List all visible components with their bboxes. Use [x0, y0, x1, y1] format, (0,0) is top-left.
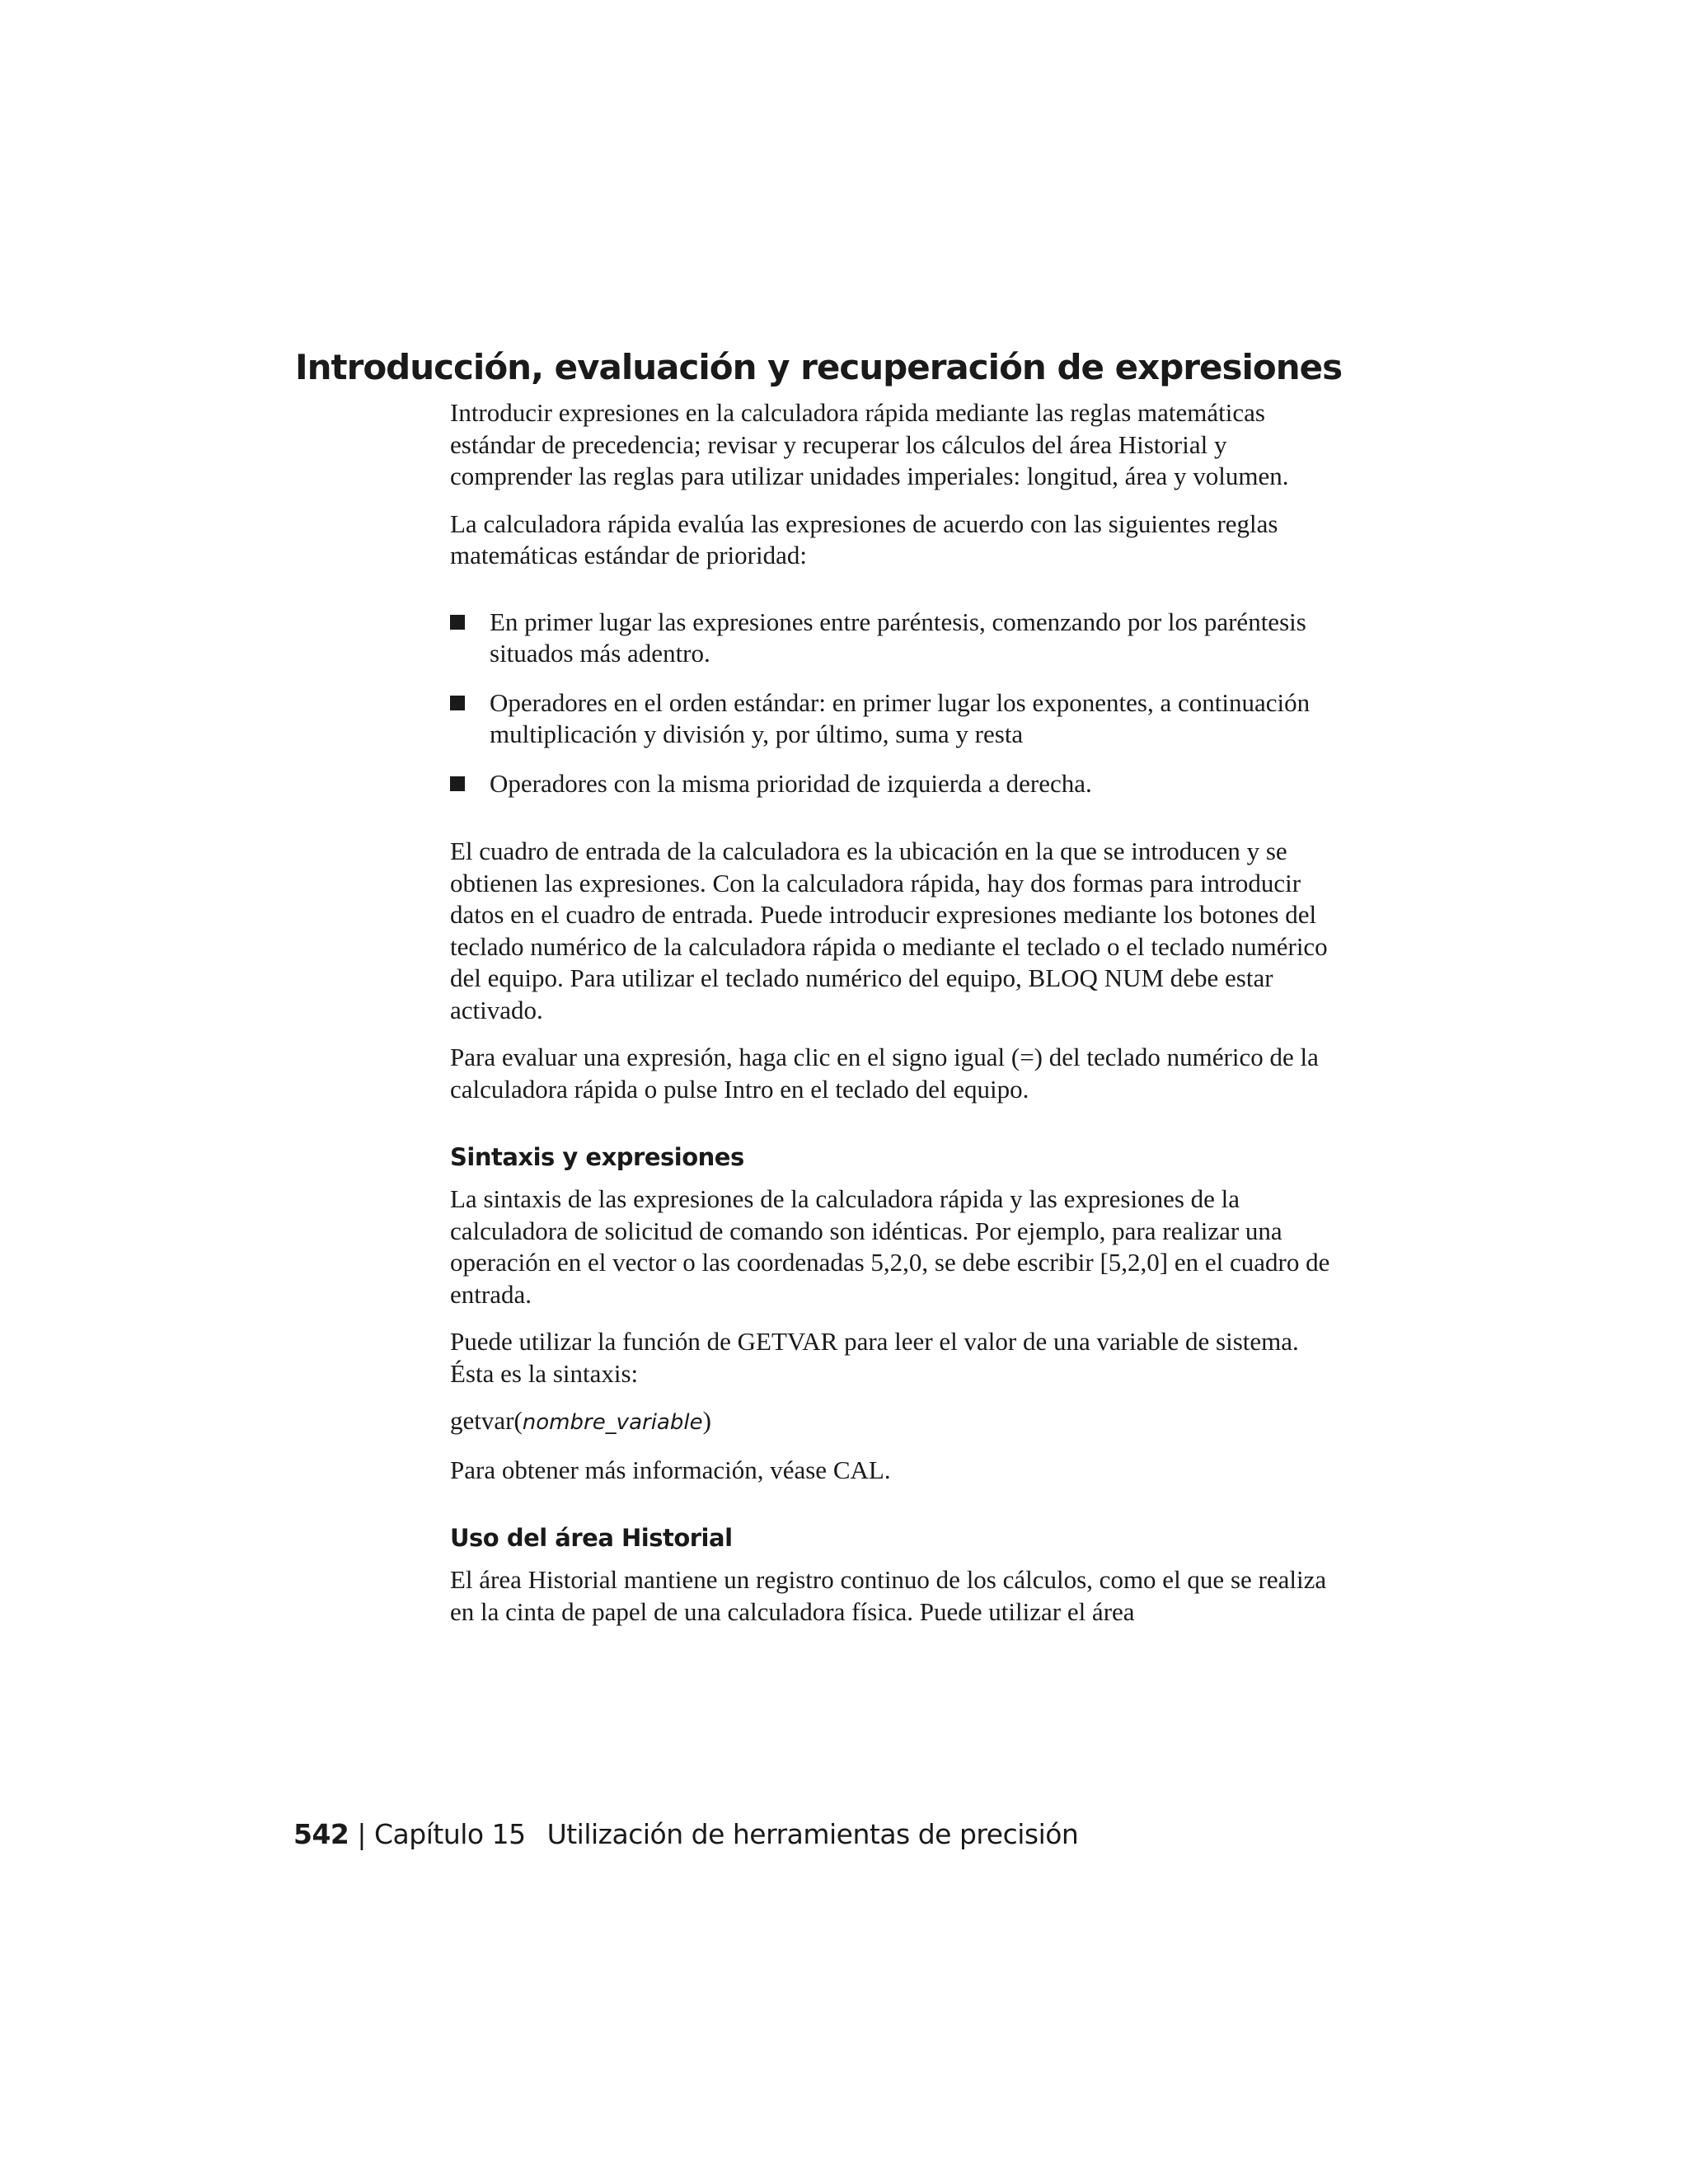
rules-list [450, 607, 1340, 800]
syntax-prefix: getvar( [450, 1406, 523, 1435]
chapter-label: Capítulo 15 [374, 1818, 526, 1850]
footer-separator: | [349, 1818, 374, 1850]
history-heading: Uso del área Historial [450, 1524, 733, 1552]
evaluate-paragraph: Para evaluar una expresión, haga clic en el signo igual (=) del teclado numérico de la calculadora rápida o pulse Intro en el teclado del equipo. [450, 1043, 1319, 1104]
square-bullet-icon [450, 615, 465, 630]
syntax-heading: Sintaxis y expresiones [450, 1143, 744, 1171]
syntax-paragraph: La sintaxis de las expresiones de la calculadora rápida y las expresiones de la calculadora de solicitud de comando son idénticas. Por ejemplo, para realizar una operación en el vector o las coordenadas 5,2,0, se debe escribir [5,2,0] en el cuadro de entrada. [450, 1184, 1330, 1309]
syntax-example [450, 1405, 1340, 1439]
intro-paragraph: Introducir expresiones en la calculadora rápida mediante las reglas matemáticas estándar de precedencia; revisar y recuperar los cálculos del área Historial y comprender las reglas para utilizar unidades imperiales: longitud, área y volumen. [450, 398, 1289, 490]
syntax-suffix: ) [702, 1406, 711, 1435]
more-info-paragraph: Para obtener más información, véase CAL. [450, 1455, 891, 1484]
page-title: Introducción, evaluación y recuperación de expresiones [295, 347, 1343, 387]
getvar-paragraph: Puede utilizar la función de GETVAR para leer el valor de una variable de sistema. Ésta es la sintaxis: [450, 1327, 1299, 1388]
square-bullet-icon [450, 696, 465, 710]
list-item-text: En primer lugar las expresiones entre paréntesis, comenzando por los paréntesis situados más adentro. [490, 607, 1306, 668]
rules-intro-paragraph: La calculadora rápida evalúa las expresiones de acuerdo con las siguientes reglas matemáticas estándar de prioridad: [450, 509, 1278, 569]
main-content [450, 397, 1340, 1643]
syntax-argument: nombre_variable [522, 1410, 703, 1435]
square-bullet-icon [450, 776, 465, 791]
list-item [450, 687, 1340, 751]
list-item-text: Operadores en el orden estándar: en primer lugar los exponentes, a continuación multiplicación y división y, por último, suma y resta [490, 687, 1311, 748]
page-number: 542 [293, 1818, 349, 1850]
history-paragraph: El área Historial mantiene un registro continuo de los cálculos, como el que se realiza en la cinta de papel de una calculadora física. Puede utilizar el área [450, 1565, 1327, 1626]
list-item [450, 768, 1340, 800]
input-box-paragraph: El cuadro de entrada de la calculadora es la ubicación en la que se introducen y se obtienen las expresiones. Con la calculadora rápida, hay dos formas para introducir datos en el cuadro de entrada. Puede introducir expresiones mediante los botones del teclado numérico de la calculadora rápida o mediante el teclado o el teclado numérico del equipo. Para utilizar el teclado numérico del equipo, BLOQ NUM debe estar activado. [450, 837, 1328, 1024]
list-item-text: Operadores con la misma prioridad de izquierda a derecha. [490, 768, 1092, 798]
list-item [450, 607, 1340, 670]
chapter-title: Utilización de herramientas de precisión [546, 1818, 1079, 1850]
page-footer [293, 1816, 1078, 1853]
